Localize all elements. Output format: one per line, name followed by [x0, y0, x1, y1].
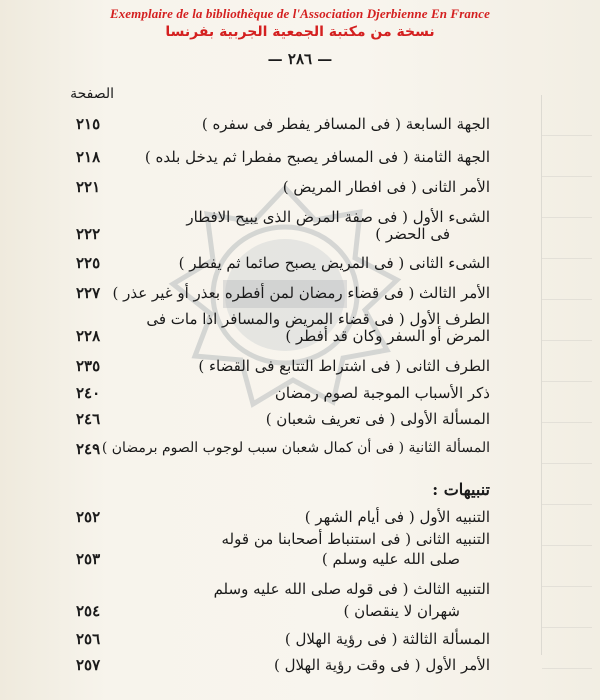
column-header-page: الصفحة	[70, 86, 114, 102]
toc-entry-title: الطرف الثانى ( فى اشتراط التتابع فى القضاء )	[198, 357, 490, 375]
library-header-fr: Exemplaire de la bibliothèque de l'Association Djerbienne En France	[109, 6, 491, 21]
toc-entry	[60, 602, 490, 628]
toc-entry-page-number: ٢٥٢	[76, 508, 101, 526]
toc-entry-title: الشىء الأول ( فى صفة المرض الذى يبيح الافطار	[186, 208, 490, 226]
toc-entry-page-number: ٢٥٤	[76, 602, 101, 620]
toc-entry-page-number: ٢٢٨	[76, 327, 101, 345]
toc-entry-page-number: ٢٢١	[76, 178, 101, 196]
toc-entry	[60, 440, 490, 466]
toc-entry	[60, 384, 490, 410]
toc-entry-page-number: ٢٣٥	[76, 357, 101, 375]
toc-entry-title: الجهة الثامنة ( فى المسافر يصبح مفطرا ثم يدخل بلده )	[144, 148, 490, 166]
toc-entry-title: الأمر الأول ( فى وقت رؤية الهلال )	[274, 656, 490, 674]
toc-entry-title: الجهة السابعة ( فى المسافر يفطر فى سفره )	[201, 115, 490, 133]
toc-entry	[60, 115, 490, 141]
page-number: — ٢٨٦ —	[267, 50, 333, 68]
toc-entry	[60, 550, 490, 576]
toc-entry	[60, 630, 490, 656]
toc-entry-page-number: ٢٤٩	[76, 440, 101, 458]
toc-entry-page-number: ٢٢٢	[76, 225, 101, 243]
toc-entry-title: الأمر الثالث ( فى قضاء رمضان لمن أفطره بعذر أو غير عذر )	[112, 284, 490, 302]
toc-entry-page-number: ٢٥٦	[76, 630, 101, 648]
toc-entry	[60, 410, 490, 436]
toc-entry-page-number: ٢٤٠	[76, 384, 101, 402]
toc-entry	[60, 327, 490, 353]
toc-entry	[60, 656, 490, 682]
toc-entry	[60, 357, 490, 383]
toc-entry-title: صلى الله عليه وسلم )	[321, 550, 460, 568]
toc-entry-page-number: ٢١٥	[76, 115, 101, 133]
toc-entry-page-number: ٢١٨	[76, 148, 101, 166]
toc-entry-page-number: ٢٢٥	[76, 254, 101, 272]
toc-entry	[60, 254, 490, 280]
toc-entry-title: المرض أو السفر وكان قد أفطر )	[285, 327, 490, 345]
toc-entry-page-number: ٢٥٣	[76, 550, 101, 568]
toc-entry	[60, 284, 490, 310]
toc-entry	[60, 178, 490, 204]
toc-entry-title: الطرف الأول ( فى قضاء المريض والمسافر اذا مات فى	[146, 310, 490, 328]
toc-entry-title: التنبيه الثالث ( فى قوله صلى الله عليه وسلم	[213, 580, 490, 598]
toc-entry-title: المسألة الأولى ( فى تعريف شعبان )	[265, 410, 490, 428]
toc-entry-title: فى الحضر )	[375, 225, 450, 243]
toc-entry-title: الأمر الثانى ( فى افطار المريض )	[282, 178, 490, 196]
library-header-ar: نسخة من مكتبة الجمعية الجربية بفرنسا	[165, 24, 435, 40]
toc-entry-title: الشىء الثانى ( فى المريض يصبح صائما ثم يفطر )	[178, 254, 490, 272]
toc-entry-page-number: ٢٤٦	[76, 410, 101, 428]
toc-entry	[60, 225, 490, 251]
toc-entry-title: التنبيه الأول ( فى أيام الشهر )	[304, 508, 490, 526]
toc-entry-title: شهران لا ينقصان )	[343, 602, 460, 620]
toc-entry-title: المسألة الثانية ( فى أن كمال شعبان سبب لوجوب الصوم برمضان )	[101, 440, 490, 456]
toc-entry-title: التنبيه الثانى ( فى استنباط أصحابنا من قوله	[221, 530, 490, 548]
toc-entry	[60, 148, 490, 174]
toc-entry-page-number: ٢٥٧	[76, 656, 101, 674]
toc-entry-page-number: ٢٢٧	[76, 284, 101, 302]
toc-entry-title: المسألة الثالثة ( فى رؤية الهلال )	[284, 630, 490, 648]
toc-entry-title: ذكر الأسباب الموجبة لصوم رمضان	[274, 384, 490, 402]
section-heading-notes: تنبيهات :	[432, 480, 490, 499]
